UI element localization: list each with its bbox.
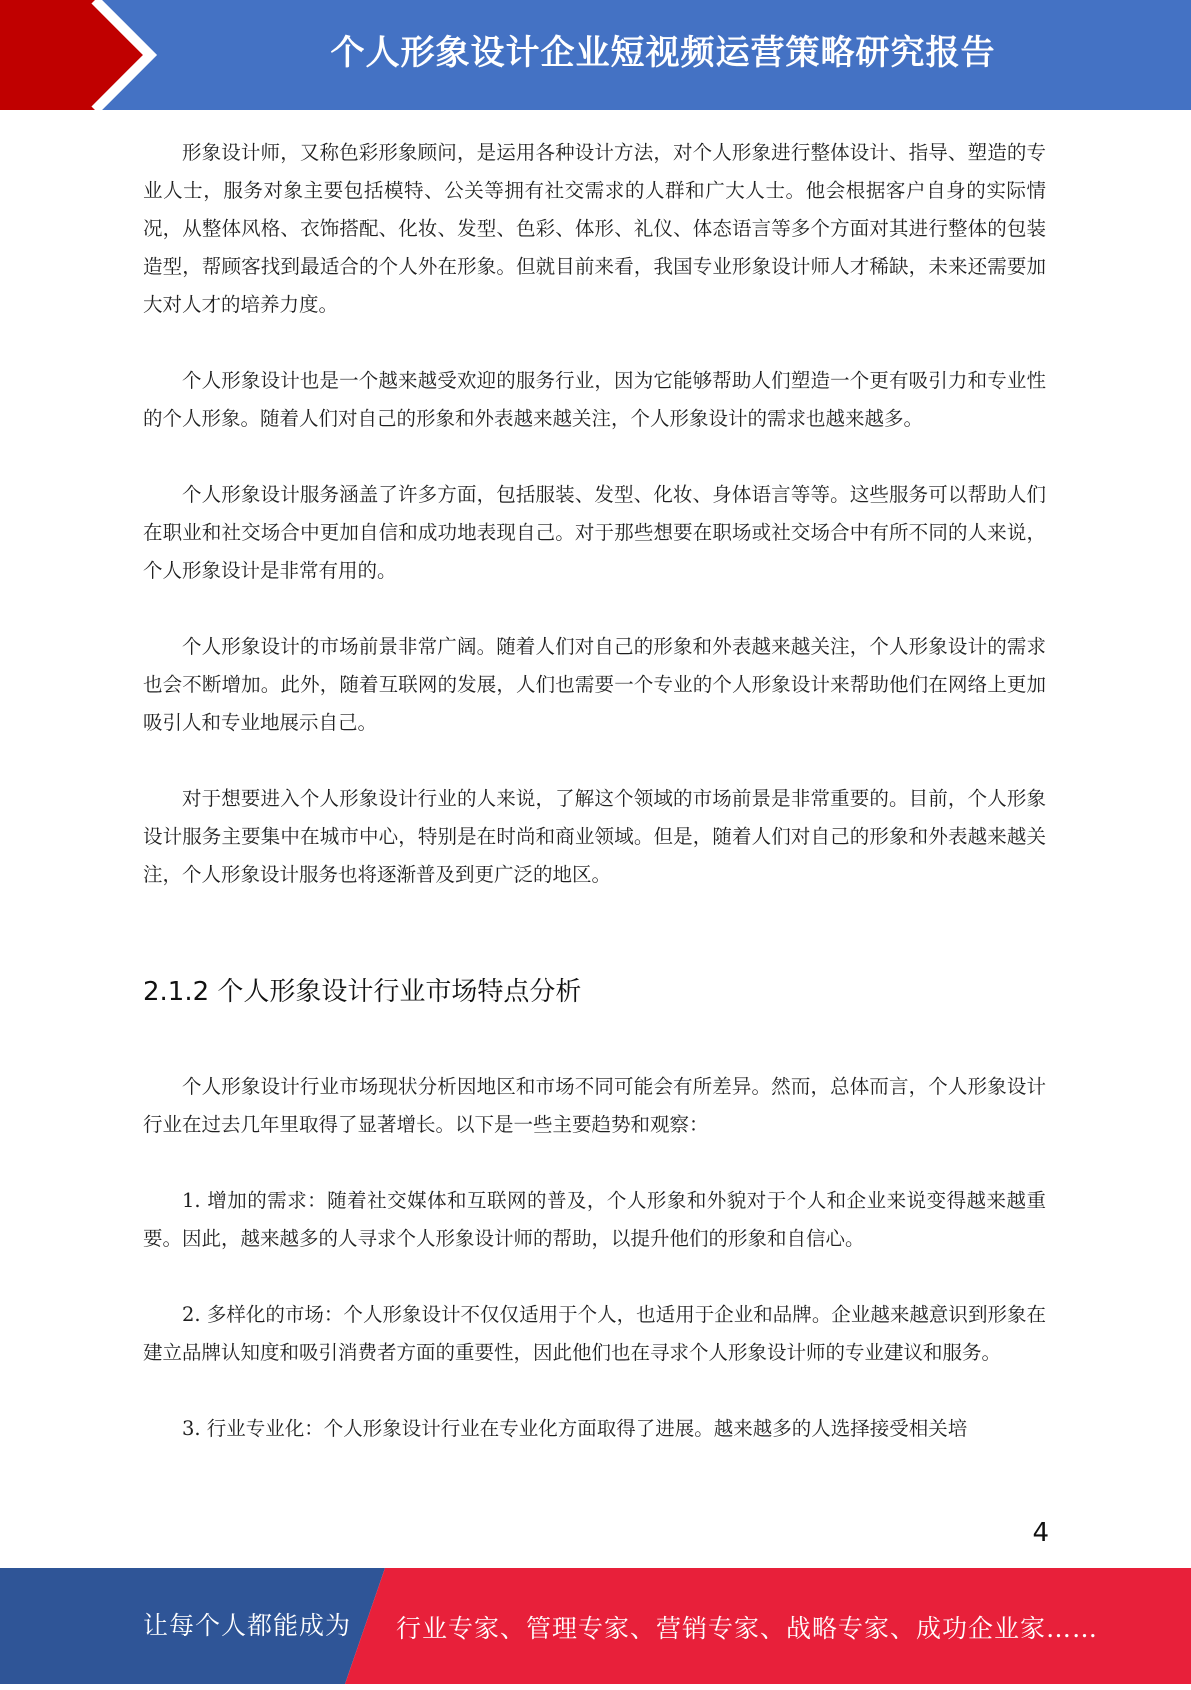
document-body xyxy=(143,134,1046,1448)
page-number: 4 xyxy=(1032,1518,1049,1548)
paragraph: 形象设计师，又称色彩形象顾问，是运用各种设计方法，对个人形象进行整体设计、指导、塑造的专业人士，服务对象主要包括模特、公关等拥有社交需求的人群和广大人士。他会根据客户自身的实际情况，从整体风格、衣饰搭配、化妆、发型、色彩、体形、礼仪、体态语言等多个方面对其进行整体的包装造型，帮顾客找到最适合的个人外在形象。但就目前来看，我国专业形象设计师人才稀缺，未来还需要加大对人才的培养力度。 xyxy=(143,141,1046,316)
paragraph: 个人形象设计的市场前景非常广阔。随着人们对自己的形象和外表越来越关注，个人形象设计的需求也会不断增加。此外，随着互联网的发展，人们也需要一个专业的个人形象设计来帮助他们在网络上更加吸引人和专业地展示自己。 xyxy=(143,635,1046,734)
list-item: 3. 行业专业化：个人形象设计行业在专业化方面取得了进展。越来越多的人选择接受相关培 xyxy=(182,1417,968,1440)
section-intro-paragraph: 个人形象设计行业市场现状分析因地区和市场不同可能会有所差异。然而，总体而言，个人形象设计行业在过去几年里取得了显著增长。以下是一些主要趋势和观察： xyxy=(143,1075,1046,1136)
report-title: 个人形象设计企业短视频运营策略研究报告 xyxy=(330,33,996,73)
footer-banner xyxy=(0,1568,1191,1684)
footer-slogan-left: 让每个人都能成为 xyxy=(143,1611,352,1640)
list-item: 1. 增加的需求：随着社交媒体和互联网的普及，个人形象和外貌对于个人和企业来说变得越来越重要。因此，越来越多的人寻求个人形象设计师的帮助，以提升他们的形象和自信心。 xyxy=(143,1189,1046,1250)
paragraph: 对于想要进入个人形象设计行业的人来说，了解这个领域的市场前景是非常重要的。目前，个人形象设计服务主要集中在城市中心，特别是在时尚和商业领域。但是，随着人们对自己的形象和外表越来越关注，个人形象设计服务也将逐渐普及到更广泛的地区。 xyxy=(143,787,1046,886)
footer-slogan-right: 行业专家、管理专家、营销专家、战略专家、成功企业家…… xyxy=(396,1614,1099,1643)
section-heading: 2.1.2 个人形象设计行业市场特点分析 xyxy=(143,977,582,1007)
paragraph: 个人形象设计也是一个越来越受欢迎的服务行业，因为它能够帮助人们塑造一个更有吸引力和专业性的个人形象。随着人们对自己的形象和外表越来越关注，个人形象设计的需求也越来越多。 xyxy=(143,369,1046,430)
list-item: 2. 多样化的市场：个人形象设计不仅仅适用于个人，也适用于企业和品牌。企业越来越意识到形象在建立品牌认知度和吸引消费者方面的重要性，因此他们也在寻求个人形象设计师的专业建议和服务。 xyxy=(143,1303,1046,1364)
paragraph: 个人形象设计服务涵盖了许多方面，包括服装、发型、化妆、身体语言等等。这些服务可以帮助人们在职业和社交场合中更加自信和成功地表现自己。对于那些想要在职场或社交场合中有所不同的人来说，个人形象设计是非常有用的。 xyxy=(143,483,1046,582)
arrow-decoration-icon xyxy=(0,0,180,110)
header-banner xyxy=(0,0,1191,110)
